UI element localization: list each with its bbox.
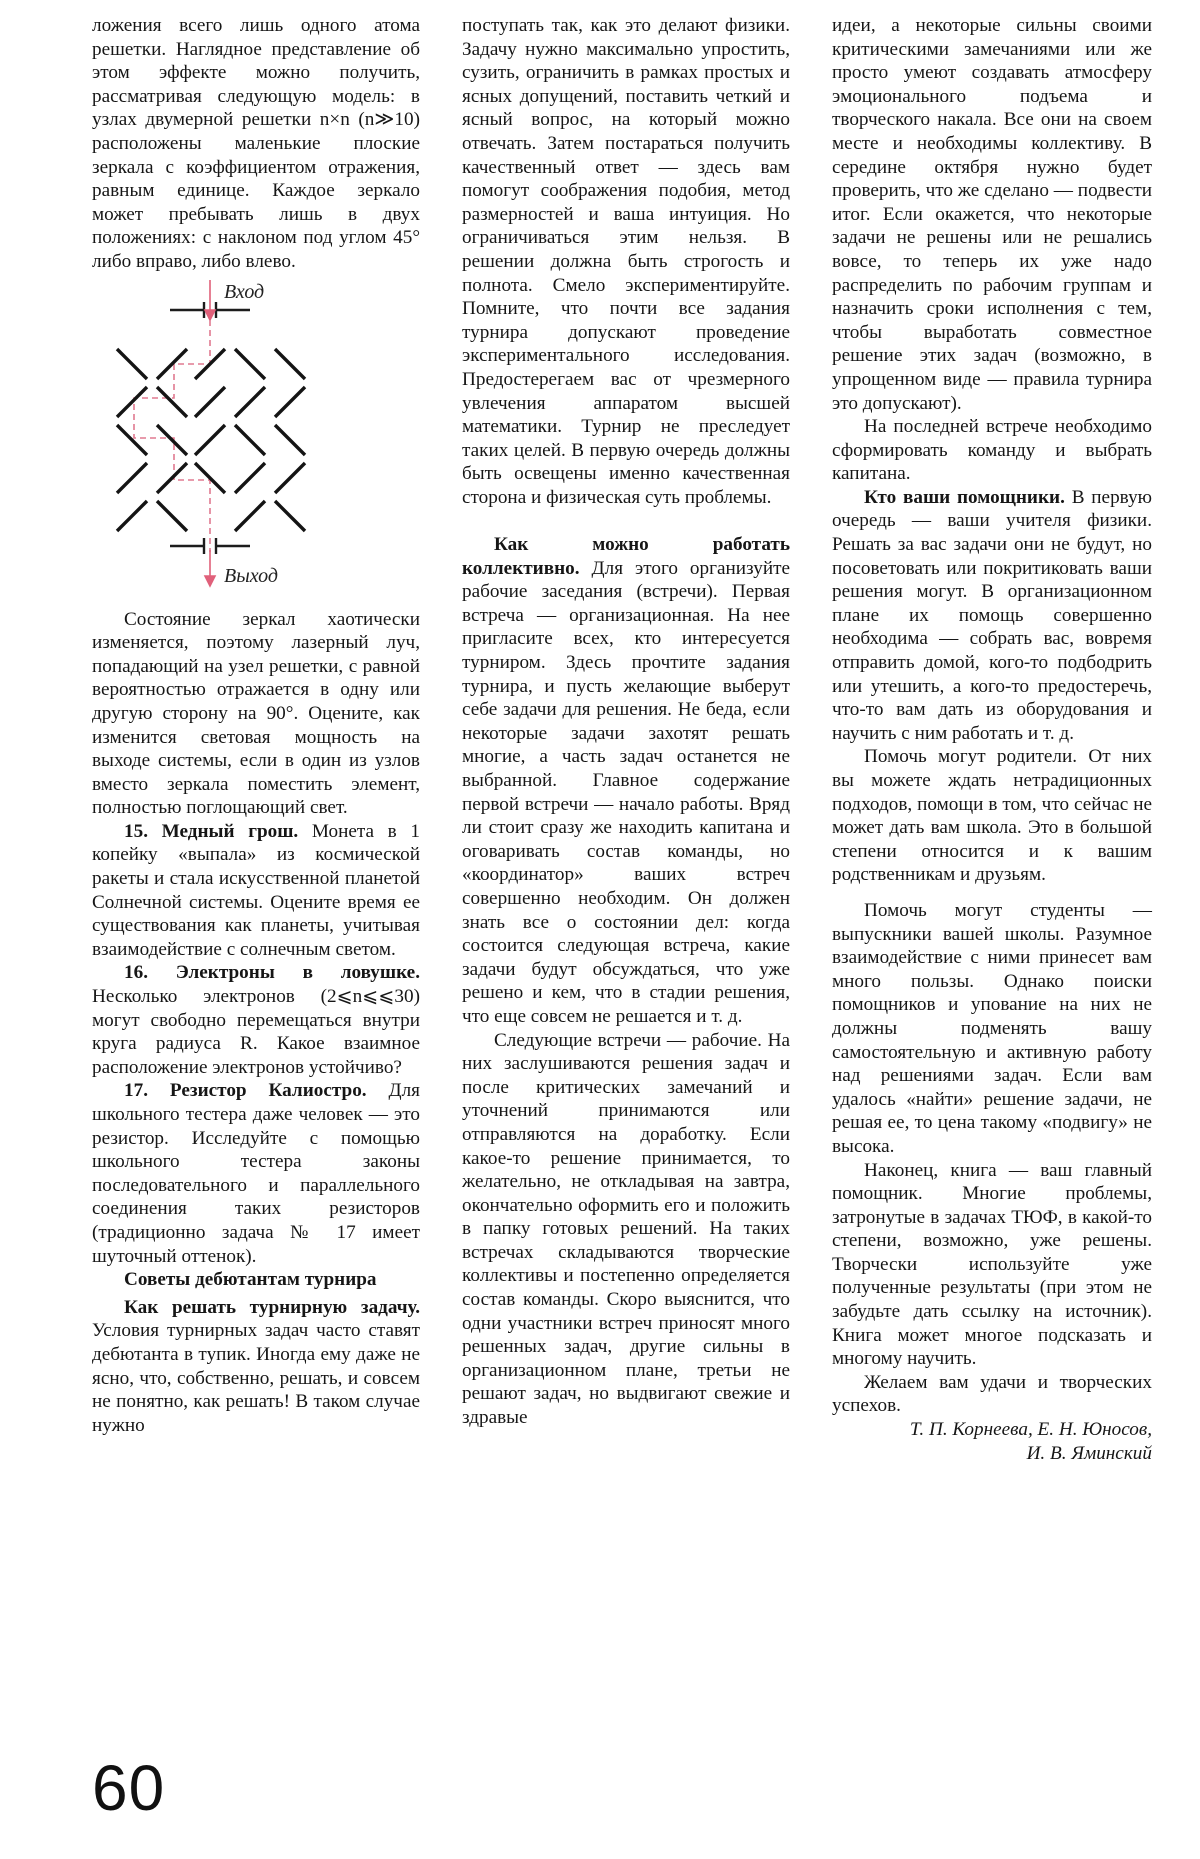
mirror [275,425,305,455]
mirror [235,425,265,455]
helpers-text: В первую очередь — ваши учителя физики. Решать за вас задачи они не будут, но посоветовать или покритиковать ваши решения могут. В организационном плане их помощь совершенно необходима — собрать вас, вовремя отправить домой, кого-то подбодрить или утешить, а кого-то предостеречь, что-то вам дать из оборудования и научить с ним работать и т. д. [832,486,1153,744]
column-1 [92,14,420,1437]
mirror [117,349,147,379]
paragraph: Помочь могут студенты — выпускники вашей школы. Разумное взаимодействие с ними принесет вам много пользы. Однако поиски помощников и упование на них не должны подменять вашу самостоятельную и активную работу над решениями задач. Если вам удалось «найти» решение задачи, не решая ее, то цена такому «подвигу» не высока. [832,899,1152,1157]
section-title: Советы дебютантам турнира [124,1269,377,1291]
mirror [195,425,225,455]
paragraph: Наконец, книга — ваш главный помощник. Многие проблемы, затронутые в задачах ТЮФ, в какой-то степени, возможно, уже решены. Творчески используйте уже полученные результаты (при этом не забудьте дать ссылку на источник). Книга может многое подсказать и многому научить. [832,1159,1152,1370]
mirror [235,463,265,493]
collective-work [462,533,790,1028]
paragraph: Состояние зеркал хаотически изменяется, поэтому лазерный луч, попадающий на узел решетки, с равной вероятностью отражается в одну или другую сторону на 90°. Оцените, как изменится световая мощность на выходе системы, если в один из узлов вместо зеркала поместить элемент, полностью поглощающий свет. [92,608,420,819]
mirror [157,387,187,417]
output-arrow-icon [205,550,215,586]
task-17-text: Для школьного тестера даже человек — это резистор. Исследуйте с помощью школьного тестера законы последовательного и параллельного соединения таких резисторов (традиционно задача № 17 имеет шуточный оттенок). [92,1080,421,1267]
collective-title: Как можно работать коллективно. [462,534,790,579]
task-16 [92,961,420,1079]
mirror [157,425,187,455]
column-3 [832,14,1152,1465]
input-arrow-icon [205,280,215,320]
paragraph: ложения всего лишь одного атома решетки. Наглядное представление об этом эффекте можно получить, рассматривая следующую модель: в узлах двумерной решетки n×n (n≫10) расположены маленькие плоские зеркала с коэффициентом отражения, равным единице. Каждое зеркало может пребывать лишь в двух положениях: с наклоном под углом 45° либо вправо, либо влево. [92,15,420,272]
task-15 [92,820,420,962]
mirror [275,387,305,417]
signature-line-1: Т. П. Корнеева, Е. Н. Юносов, [909,1419,1152,1441]
task-17 [92,1079,420,1268]
mirror [195,387,225,417]
mirror [157,463,187,493]
mirror [235,349,265,379]
collective-text: Для этого организуйте рабочие заседания (встречи). Первая встреча — организационная. На нее пригласите всех, кто интересуется турниром. Здесь прочтите задания турнира, и пусть желающие выберут себе задачи для решения. Не беда, если некоторые задачи захотят решать многие, а часть задач останется не выбранной. Главное содержание первой встречи — начало работы. Вряд ли стоит сразу же находить капитана и оговаривать состав команды, но «координатор» ваших встреч совершенно необходим. Он должен знать все о состоянии дел: когда состоится следующая встреча, какие задачи будут обсуждаться, что уже решено и кем, что в стадии решения, что еще совсем не решается и т. д. [462,557,790,1027]
mirror-lattice-figure [92,280,420,598]
page-number: 60 [92,1752,166,1824]
paragraph: идеи, а некоторые сильны своими критическими замечаниями или же просто умеют создавать атмосферу эмоционального подъема и творческого накала. Все они на своем месте и необходимы коллективу. В середине октября нужно будет проверить, что же сделано — подвести итог. Если окажется, что некоторые задачи не решены или не решались вовсе, то теперь их уже надо распределить по рабочим группам и назначить сроки исполнения с тем, чтобы выработать совместное решение этих задач (возможно, в упрощенном виде — правила турнира это допускают). [832,15,1152,414]
mirror [235,387,265,417]
paragraph: Помочь могут родители. От них вы можете ждать нетрадиционных подходов, помощи в том, что сейчас не может дать вам школа. Это в большой степени относится и к вашим родственникам и друзьям. [832,746,1152,886]
output-label: Выход [224,564,278,587]
mirror [117,425,147,455]
mirror [117,387,147,417]
paragraph: поступать так, как это делают физики. Задачу нужно максимально упростить, сузить, ограничить в рамках простых и ясных допущений, поставить четкий и ясный вопрос, на который можно отвечать. Затем постараться получить качественный ответ — здесь вам помогут соображения подобия, метод размерностей и ваша интуиция. Но ограничиваться этим нельзя. В решении должна быть строгость и полнота. Смело экспериментируйте. Помните, что почти все задания турнира допускают проведение экспериментального исследования. Предостерегаем вас от чрезмерного увлечения аппаратом высшей математики. Турнир не преследует таких целей. В первую очередь должны быть освещены именно качественная сторона и физическая суть проблемы. [462,15,790,508]
mirror [275,463,305,493]
mirror [117,463,147,493]
mirror [275,349,305,379]
mirror [275,501,305,531]
task-16-title: 16. Электроны в ловушке. [124,962,420,984]
helpers-title: Кто ваши помощники. [864,486,1065,508]
paragraph: Следующие встречи — рабочие. На них заслушиваются решения задач и после критических замечаний и уточнений принимаются или отправляются на доработку. Если какое-то решение принимается, то желательно, не откладывая на завтра, окончательно оформить его и положить в папку готовых решений. На таких встречах складываются творческие коллективы и постепенно определяется состав команды. Скоро выяснится, что одни участники встреч приносят много решенных задач, другие сильны в организационном плане, третьи не решают задач, но выдвигают свежие и здравые [462,1029,790,1429]
mirror [157,501,187,531]
task-15-text: Монета в 1 копейку «выпала» из космической ракеты и стала искусственной планетой Солнечной системы. Оцените время ее существования как планеты, учитывая взаимодействие с солнечным светом. [92,820,420,960]
signature-line-2: И. В. Яминский [1026,1442,1152,1464]
mirror-grid [117,349,305,531]
helpers [832,486,1152,746]
how-to-solve [92,1296,420,1438]
column-2 [462,14,790,1430]
paragraph: Желаем вам удачи и творческих успехов. [832,1371,1152,1417]
task-15-title: 15. Медный грош. [124,820,299,842]
paragraph: На последней встрече необходимо сформировать команду и выбрать капитана. [832,416,1152,485]
mirror [117,501,147,531]
mirror [235,501,265,531]
how-to-solve-title: Как решать турнирную задачу. [124,1296,420,1318]
task-17-title: 17. Резистор Калиостро. [124,1080,367,1102]
how-to-solve-text: Условия турнирных задач часто ставят дебютанта в тупик. Иногда ему даже не ясно, что, собственно, решать, и совсем не понятно, как решать! В таком случае нужно [92,1320,420,1436]
input-label: Вход [224,280,265,303]
task-16-text: Несколько электронов (2⩽n⩽⩽30) могут свободно перемещаться внутри круга радиуса R. Какое взаимное расположение электронов устойчиво? [92,986,420,1078]
